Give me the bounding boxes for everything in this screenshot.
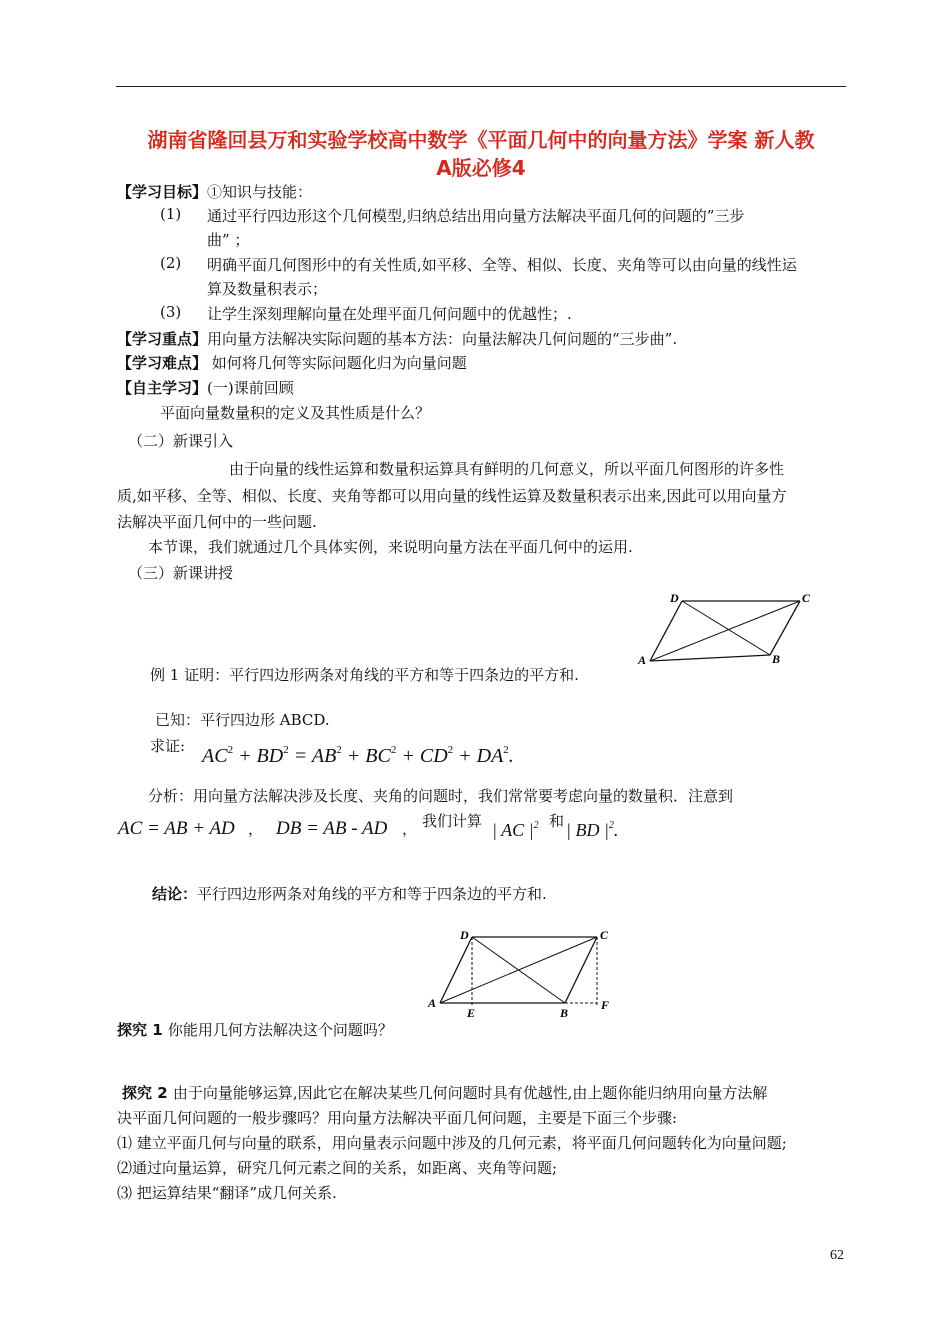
abs-ac <box>492 820 539 841</box>
vector-eq-2: DB = AB - AD <box>276 818 388 839</box>
abs-bd-square: 2 <box>608 820 614 831</box>
abs-ac-square: 2 <box>533 820 539 831</box>
parallelogram-figure <box>630 588 830 678</box>
formula-bd: + BD <box>238 745 284 767</box>
formula-ab: = AB <box>293 745 337 767</box>
objective-2-line2: 算及数量积表示； <box>207 280 328 298</box>
lesson-line: 本节课，我们就通过几个具体实例，来说明向量方法在平面几何中的运用. <box>148 538 633 556</box>
sq-3: 2 <box>336 744 342 756</box>
label-d: D <box>670 591 679 605</box>
objectives-heading <box>117 181 312 202</box>
side-ab <box>650 655 770 661</box>
abs-bd-text: | BD | <box>566 820 609 840</box>
difficulty-label: 【学习难点】 <box>117 354 208 372</box>
objective-1-number: (1) <box>160 205 182 223</box>
objective-1-line2: 曲” ； <box>207 231 250 249</box>
key-point <box>117 328 677 349</box>
conclusion-label: 结论： <box>152 885 198 903</box>
label-f-2: F <box>601 998 610 1012</box>
intro-paragraph-line2: 质,如平移、全等、相似、长度、夹角等都可以用向量的线性运算及数量积表示出来,因此可以用向量方 <box>117 487 787 505</box>
difficulty-text: 如何将几何等实际问题化归为向量问题 <box>207 354 467 372</box>
self-study-text: (一)课前回顾 <box>207 379 294 397</box>
formula-bc: + BC <box>346 745 391 767</box>
conclusion <box>152 883 547 904</box>
section2-heading: （二）新课引入 <box>128 432 234 450</box>
abs-ac-text: | AC | <box>492 820 534 840</box>
section3-heading: （三）新课讲授 <box>128 564 234 582</box>
and-word: 和 <box>549 812 565 830</box>
difficulty <box>117 352 467 373</box>
objective-3-number: (3) <box>160 303 182 321</box>
step-1: ⑴ 建立平面几何与向量的联系，用向量表示问题中涉及的几何元素，将平面几何问题转化为向量问题; <box>117 1134 787 1152</box>
parallelogram-projection-figure <box>425 925 625 1020</box>
side-bc <box>770 601 800 655</box>
label-c: C <box>802 591 811 605</box>
prove-formula <box>202 744 514 768</box>
given: 已知：平行四边形 ABCD. <box>155 711 330 729</box>
label-c-2: C <box>600 928 609 942</box>
diagonal-bd-2 <box>472 937 565 1003</box>
document-title-line2: A版必修4 <box>436 156 526 180</box>
document-title-line1: 湖南省隆回县万和实验学校高中数学《平面几何中的向量方法》学案 新人教 <box>147 128 815 152</box>
formula-da: + DA <box>458 745 504 767</box>
analysis: 分析：用向量方法解决涉及长度、夹角的问题时，我们常常要考虑向量的数量积．注意到 <box>148 787 734 805</box>
we-compute: 我们计算 <box>422 812 483 830</box>
review-question: 平面向量数量积的定义及其性质是什么？ <box>160 404 431 422</box>
sq-1: 2 <box>227 744 234 756</box>
sq-4: 2 <box>390 744 397 756</box>
label-d-2: D <box>460 928 469 942</box>
diagonal-bd <box>682 601 770 655</box>
explore-1-label: 探究 1 <box>117 1021 168 1039</box>
step-3: ⑶ 把运算结果“翻译”成几何关系. <box>117 1184 337 1202</box>
example-1: 例 1 证明：平行四边形两条对角线的平方和等于四条边的平方和. <box>150 666 579 684</box>
self-study-label: 【自主学习】 <box>117 379 208 397</box>
label-a-2: A <box>428 996 437 1010</box>
objective-1-line1: 通过平行四边形这个几何模型,归纳总结出用向量方法解决平面几何的问题的”三步 <box>207 207 745 225</box>
key-point-label: 【学习重点】 <box>117 330 208 348</box>
explore-2-label: 探究 2 <box>122 1084 173 1102</box>
vector-comma-1: ， <box>248 820 264 838</box>
label-a: A <box>638 653 647 667</box>
side-da-2 <box>440 937 472 1003</box>
objectives-intro: ①知识与技能： <box>207 183 313 201</box>
objective-3-line1: 让学生深刻理解向量在处理平面几何问题中的优越性；. <box>207 305 572 323</box>
explore-1-text: 你能用几何方法解决这个问题吗？ <box>167 1021 393 1039</box>
sq-5: 2 <box>447 744 454 756</box>
vector-comma-2: ， <box>402 820 418 838</box>
step-2: ⑵通过向量运算，研究几何元素之间的关系，如距离、夹角等问题; <box>117 1159 558 1177</box>
label-e-2: E <box>467 1006 476 1020</box>
side-da <box>650 601 682 661</box>
sq-6: 2 <box>503 744 509 756</box>
side-bc-2 <box>565 937 597 1003</box>
objective-2-number: (2) <box>160 254 182 272</box>
objective-2-line1: 明确平面几何图形中的有关性质,如平移、全等、相似、长度、夹角等可以由向量的线性运 <box>207 256 797 274</box>
explore-1 <box>117 1019 393 1040</box>
self-study <box>117 377 294 398</box>
explore-2-line1 <box>122 1082 767 1103</box>
prove-label: 求证: <box>150 737 186 755</box>
page-number: 62 <box>830 1248 844 1263</box>
formula-ac: AC <box>202 745 228 767</box>
sq-2: 2 <box>283 744 289 756</box>
label-b: B <box>772 652 781 666</box>
explore-2-text-line1: 由于向量能够运算,因此它在解决某些几何问题时具有优越性,由上题你能归纳用向量方法解 <box>172 1084 768 1102</box>
intro-paragraph-line1: 由于向量的线性运算和数量积运算具有鲜明的几何意义，所以平面几何图形的许多性 <box>229 460 785 478</box>
intro-paragraph-line3: 法解决平面几何中的一些问题. <box>117 513 317 531</box>
abs-bd-end: . <box>613 820 619 840</box>
formula-cd: + CD <box>401 745 448 767</box>
key-point-text: 用向量方法解决实际问题的基本方法：向量法解决几何问题的“三步曲”. <box>207 330 678 348</box>
abs-bd <box>566 820 618 841</box>
top-rule <box>116 86 846 87</box>
conclusion-text: 平行四边形两条对角线的平方和等于四条边的平方和. <box>197 885 547 903</box>
objectives-label: 【学习目标】 <box>117 183 208 201</box>
explore-2-line2: 决平面几何问题的一般步骤吗？用向量方法解决平面几何问题，主要是下面三个步骤: <box>117 1109 678 1127</box>
label-b-2: B <box>560 1006 569 1020</box>
vector-eq-1: AC = AB + AD <box>118 818 235 839</box>
formula-end: . <box>508 745 514 767</box>
